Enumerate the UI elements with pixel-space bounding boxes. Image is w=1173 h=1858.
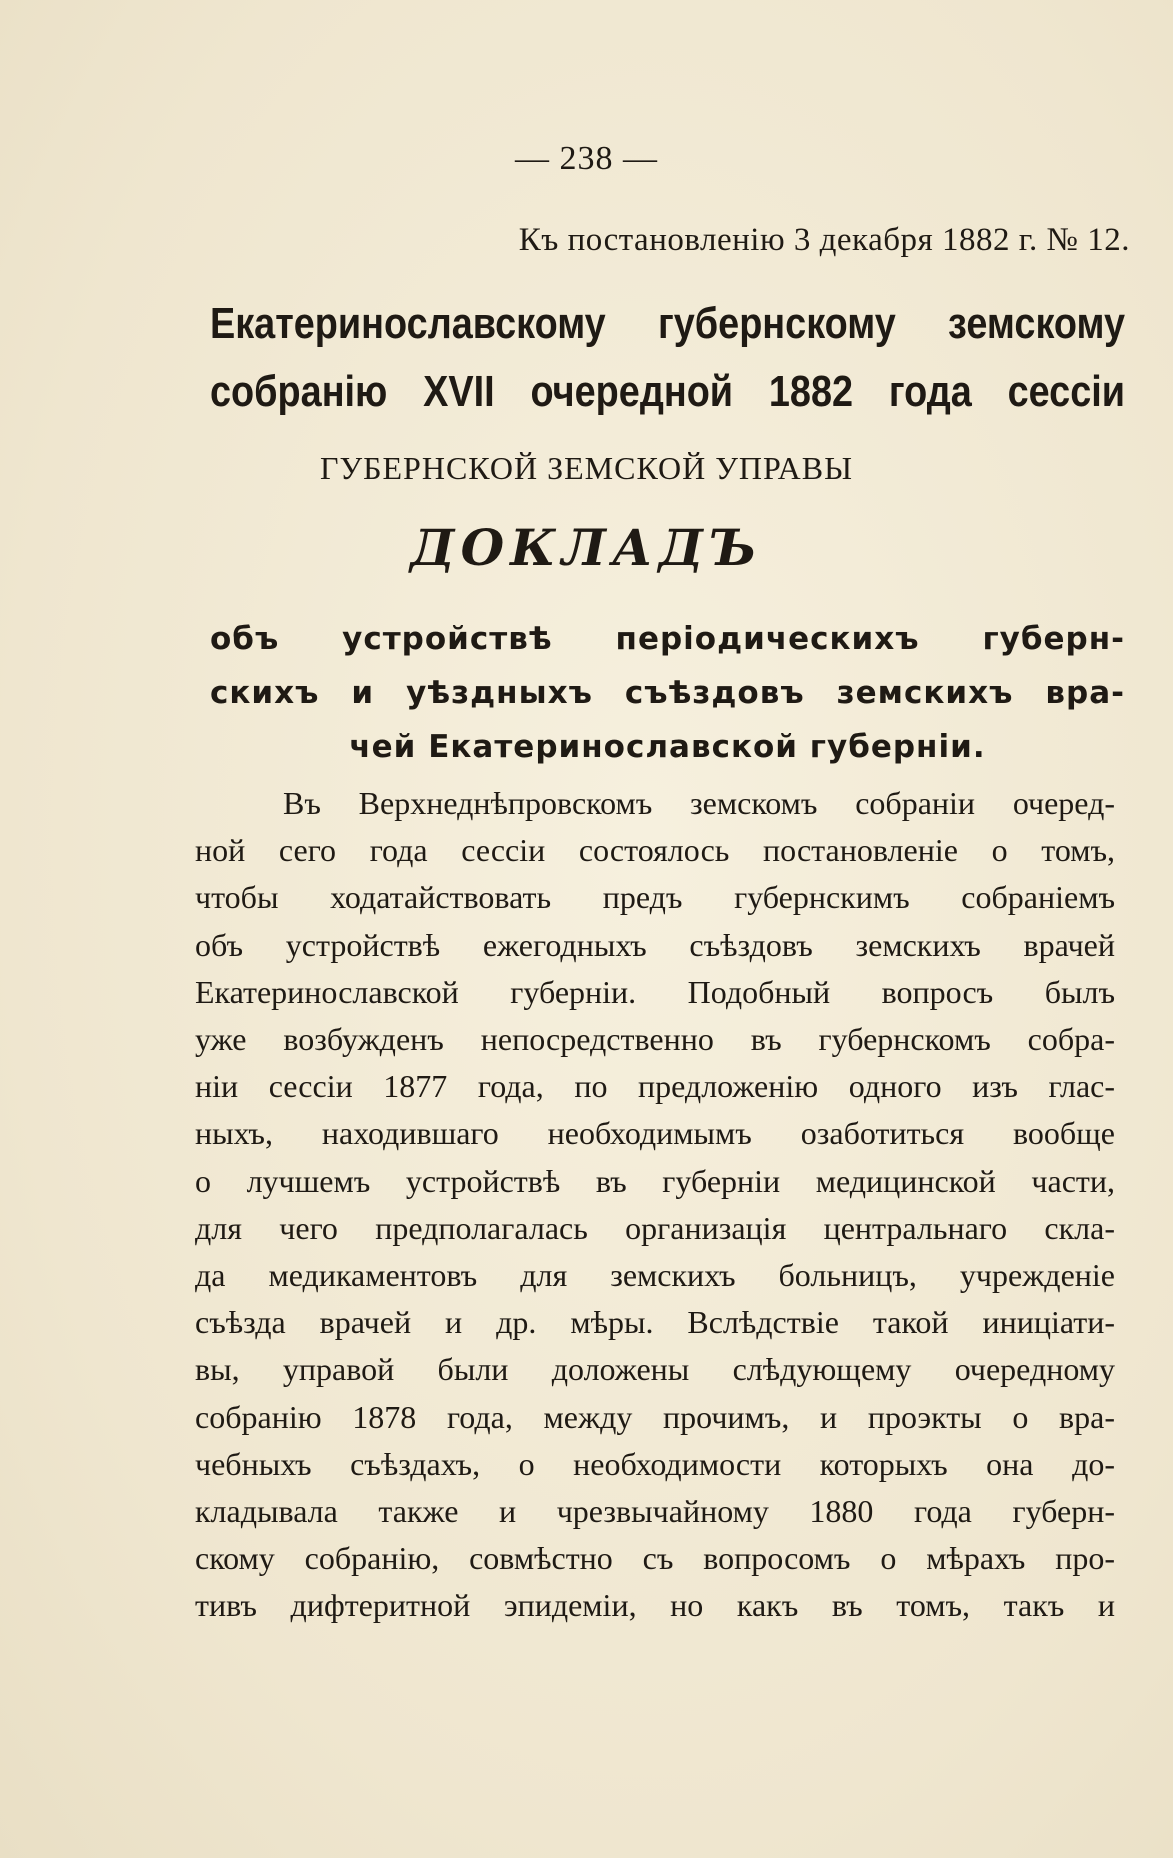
body-line: вы, управой были доложены слѣдующему очередному (195, 1351, 1115, 1388)
body-line: о лучшемъ устройствѣ въ губерніи медицинской части, (195, 1162, 1115, 1199)
topic-heading-line: объ устройствѣ періодическихъ губерн- (210, 621, 1125, 657)
body-line: Въ Верхнеднѣпровскомъ земскомъ собраніи очеред- (283, 785, 1115, 821)
page-number: — 238 — (515, 140, 658, 177)
sub-heading: ГУБЕРНСКОЙ ЗЕМСКОЙ УПРАВЫ (319, 450, 854, 486)
body-line: кладывала также и чрезвычайному 1880 года губерн- (195, 1493, 1115, 1530)
body-line: ніи сессіи 1877 года, по предложенію одного изъ глас- (195, 1068, 1115, 1105)
main-heading-line: собранію XVII очередной 1882 года сессіи (210, 367, 1126, 416)
body-line: ныхъ, находившаго необходимымъ озаботиться вообще (195, 1115, 1115, 1152)
report-title: ДОКЛАДЪ (410, 518, 763, 577)
body-line: съѣзда врачей и др. мѣры. Вслѣдствіе такой иниціати- (195, 1304, 1115, 1341)
body-line: ной сего года сессіи состоялось постановленіе о томъ, (195, 832, 1115, 869)
body-line: для чего предполагалась организація центральнаго скла- (195, 1209, 1115, 1246)
body-line: тивъ дифтеритной эпидеміи, но какъ въ томъ, такъ и (195, 1587, 1115, 1624)
body-line: чебныхъ съѣздахъ, о необходимости которыхъ она до- (195, 1445, 1115, 1482)
topic-heading-line: скихъ и уѣздныхъ съѣздовъ земскихъ вра- (210, 675, 1125, 711)
main-heading (210, 290, 1125, 426)
body-line: собранію 1878 года, между прочимъ, и проэкты о вра- (195, 1398, 1115, 1435)
annex-reference: Къ постановленію 3 декабря 1882 г. № 12. (518, 222, 1130, 258)
body-paragraph (195, 780, 1115, 1630)
body-line: Екатеринославской губерніи. Подобный вопросъ былъ (195, 973, 1115, 1010)
body-line: да медикаментовъ для земскихъ больницъ, учрежденіе (195, 1257, 1115, 1294)
body-line: уже возбужденъ непосредственно въ губернскомъ собра- (195, 1021, 1115, 1058)
body-line: чтобы ходатайствовать предъ губернскимъ собраніемъ (195, 879, 1115, 916)
main-heading-line: Екатеринославскому губернскому земскому (210, 299, 1126, 348)
topic-heading-line: чей Екатеринославской губерніи. (349, 729, 986, 765)
topic-heading (210, 612, 1125, 774)
body-line: скому собранію, совмѣстно съ вопросомъ о мѣрахъ про- (195, 1540, 1115, 1577)
body-line: объ устройствѣ ежегодныхъ съѣздовъ земскихъ врачей (195, 926, 1115, 963)
